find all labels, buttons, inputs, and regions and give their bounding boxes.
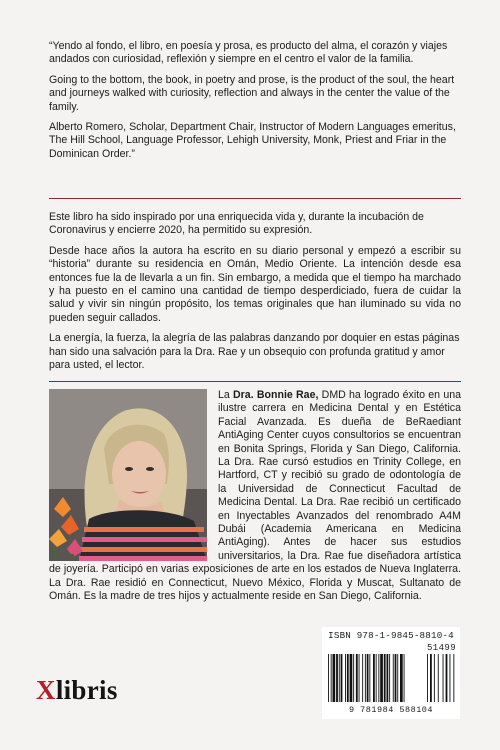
barcode-bar <box>400 654 403 702</box>
quote-spanish: “Yendo al fondo, el libro, en poesía y prosa, es producto del alma, el corazón y viajes andados con curiosidad, reflexión y siempre en el centro el valor de la familia. <box>49 40 448 66</box>
barcode-bar <box>384 654 386 702</box>
barcode-bar <box>362 654 363 702</box>
addon-barcode-bar <box>427 654 428 702</box>
barcode-bar <box>404 654 405 702</box>
barcode-bar <box>347 654 349 702</box>
barcode-bar <box>331 654 332 702</box>
barcode-bar <box>389 654 390 702</box>
barcode-bar <box>395 654 397 702</box>
isbn-label: ISBN 978-1-9845-8810-4 <box>328 630 454 641</box>
addon-barcode-bar <box>434 654 435 702</box>
barcode-bars <box>326 654 456 704</box>
ean-digits: 9 781984 588104 <box>348 705 433 715</box>
author-name: Dra. Bonnie Rae, <box>233 389 319 401</box>
barcode-bar <box>359 654 360 702</box>
barcode-bar <box>373 654 375 702</box>
barcode-bar <box>333 654 336 702</box>
barcode-bar <box>339 654 340 702</box>
logo-x: X <box>36 675 56 705</box>
addon-barcode-bar <box>453 654 454 702</box>
publisher-logo <box>36 675 118 706</box>
barcode-bar <box>376 654 377 702</box>
description-paragraph-2: Desde hace años la autora ha escrito en su diario personal y empezó a escribir su “historia” durante su residencia en Omán, Medio Oriente. La intención desde esa entonces fue la de llevarla a un fin. Sin embargo, a medida que el tiempo ha marchado y ha puesto en el camino una cantidad de tiempo desperdiciado, fuera de cuidar la salud y vivir sin ningún propósito, los temas originales que han iluminado su vida no pueden seguir callados. <box>49 244 461 324</box>
barcode-bar <box>341 654 343 702</box>
bio-lead: La <box>218 389 234 401</box>
barcode-bar <box>393 654 394 702</box>
addon-barcode-bar <box>443 654 444 702</box>
description-paragraph-3: La energía, la fuerza, la alegría de las palabras danzando por doquier en estas páginas han sido una salvación para la Dra. Rae y un obsequio con profunda gratitud y amor para usted, el lector. <box>49 332 460 372</box>
divider-bottom <box>49 381 461 382</box>
barcode-bar <box>397 654 398 702</box>
author-photo <box>49 389 207 561</box>
addon-barcode-bar <box>438 654 439 702</box>
book-description <box>49 211 461 379</box>
barcode-bar <box>353 654 354 702</box>
barcode-bar <box>369 654 370 702</box>
logo-rest: libris <box>55 675 118 705</box>
barcode-bar <box>356 654 358 702</box>
barcode-bar <box>367 654 369 702</box>
barcode-bar <box>350 654 353 702</box>
barcode-bar <box>328 654 329 702</box>
price-code: 51499 <box>426 643 456 653</box>
barcode-panel <box>322 627 460 719</box>
barcode-bar <box>378 654 379 702</box>
barcode-bar <box>387 654 389 702</box>
barcode-bar <box>365 654 366 702</box>
barcode-bar <box>336 654 338 702</box>
quote-attribution: Alberto Romero, Scholar, Department Chair, Instructor of Modern Languages emeritus, The Hill School, Language Professor, Lehigh University, Monk, Priest and Friar in the Dominican Order.” <box>49 121 456 160</box>
author-bio <box>49 389 461 604</box>
bio-body: DMD ha logrado éxito en una ilustre carrera en Medicina Dental y en Estética Facial Avanzada. Es dueña de BeRaediant AntiAging Center cuyos consultorios se encuentran en Bonita Springs, Florida y San Diego, California. La Dra. Rae cursó estudios en Trinity College, en Hartford, CT y recibió su grado de odontología de la Universidad de Connecticut Facultad de Medicina Dental. La Dra. Rae recibió un certificado en Inyectables Avanzados del renombrado A4M Dubái (Academia Americana en Medicina AntiAging). Antes de hacer sus estudios universitarios, la Dra. Rae fue diseñadora artística de joyería. Participó en varias exposiciones de arte en los estados de Nueva Inglaterra. La Dra. Rae residió en Connecticut, Nuevo México, Florida y Muscat, Sultanato de Omán. Es la madre de tres hijos y actualmente reside en San Diego, California. <box>49 389 461 603</box>
barcode-bar <box>380 654 383 702</box>
quote-english: Going to the bottom, the book, in poetry and prose, is the product of the soul, the heart and journeys walked with curiosity, reflection and always in the center the value of the family. <box>49 73 455 113</box>
description-paragraph-1: Este libro ha sido inspirado por una enriquecida vida y, durante la incubación de Coronavirus y encierre 2020, ha permitido su expresión. <box>49 211 424 237</box>
addon-barcode-bar <box>430 654 432 702</box>
endorsement-quote <box>49 40 459 168</box>
addon-barcode-bar <box>446 654 448 702</box>
divider-top <box>49 198 461 199</box>
barcode-bar <box>345 654 346 702</box>
addon-barcode-bar <box>450 654 451 702</box>
author-portrait-illustration <box>49 389 207 561</box>
